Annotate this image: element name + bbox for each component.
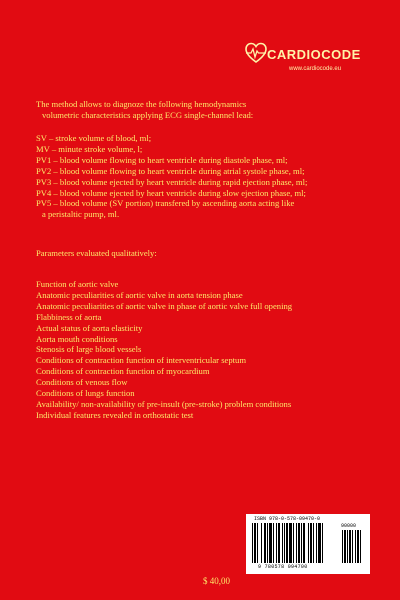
parameter-item: Function of aortic valve — [36, 279, 119, 289]
characteristic-item: SV – stroke volume of blood, ml; — [36, 133, 152, 143]
intro-line: volumetric characteristics applying ECG single-channel lead: — [42, 109, 254, 120]
parameter-item: Anatomic peculiarities of aortic valve in aorta tension phase — [36, 289, 243, 300]
characteristics-list — [36, 133, 386, 220]
cardiocode-logo — [245, 42, 385, 78]
characteristic-item: PV4 – blood volume ejected by heart ventricle during slow ejection phase, ml; — [36, 187, 306, 198]
parameter-item: Anatomic peculiarities of aortic valve in phase of aortic valve full opening — [36, 300, 293, 311]
intro-line: The method allows to diagnoze the following hemodynamics — [36, 99, 247, 109]
barcode-addon: 90000 — [341, 523, 357, 529]
parameter-item: Conditions of venous flow — [36, 377, 128, 388]
parameter-item: Stenosis of large blood vessels — [36, 344, 142, 355]
parameter-item: Conditions of contraction function of interventricular septum — [36, 355, 247, 366]
parameter-item: Actual status of aorta elasticity — [36, 322, 143, 333]
barcode-digits: 9 780578 094700 — [258, 564, 308, 570]
price-label: $ 40,00 — [203, 576, 230, 586]
characteristic-item: MV – minute stroke volume, l; — [36, 143, 143, 154]
qualitative-heading: Parameters evaluated qualitatively: — [36, 248, 157, 258]
characteristic-item: PV3 – blood volume ejected by heart ventricle during rapid ejection phase, ml; — [36, 176, 308, 187]
intro-paragraph — [36, 99, 386, 121]
logo-url: www.cardiocode.eu — [289, 66, 342, 72]
parameter-item: Conditions of contraction function of myocardium — [36, 366, 210, 377]
characteristic-item: PV5 – blood volume (SV portion) transfered by ascending aorta acting like — [36, 198, 295, 209]
parameters-list — [36, 279, 386, 421]
parameter-item: Aorta mouth conditions — [36, 333, 118, 344]
heart-pulse-icon — [245, 42, 267, 64]
characteristic-item: a peristaltic pump, ml. — [42, 209, 120, 220]
isbn-text: ISBN 978-0-578-09470-0 — [254, 516, 321, 522]
parameter-item: Individual features revealed in orthostatic test — [36, 409, 194, 420]
parameter-item: Conditions of lungs function — [36, 388, 135, 399]
characteristic-item: PV2 – blood volume flowing to heart ventricle during atrial systole phase, ml; — [36, 165, 305, 176]
logo-name: CARDIOCODE — [267, 47, 361, 62]
isbn-barcode — [246, 514, 370, 574]
parameter-item: Flabbiness of aorta — [36, 311, 102, 322]
parameter-item: Availability/ non-availability of pre-insult (pre-stroke) problem conditions — [36, 398, 292, 409]
characteristic-item: PV1 – blood volume flowing to heart ventricle during diastole phase, ml; — [36, 154, 288, 165]
